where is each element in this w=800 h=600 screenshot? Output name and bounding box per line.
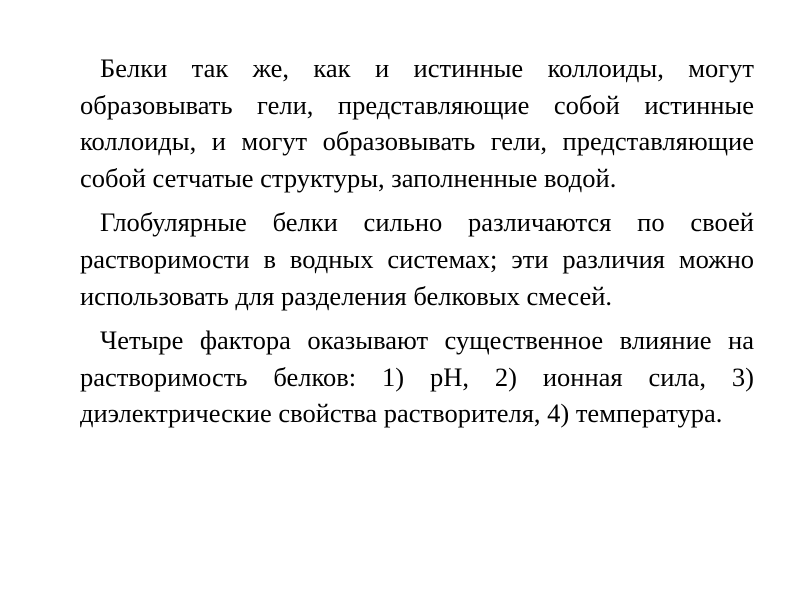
paragraph-solubility: Глобулярные белки сильно различаются по своей растворимости в водных системах; эти различия можно использовать для разделения белковых смесей. [80, 207, 754, 311]
paragraph-gels: Белки так же, как и истинные коллоиды, могут образовывать гели, представляющие собой истинные коллоиды, и могут образовывать гели, представляющие собой сетчатые структуры, заполненные водой. [80, 53, 754, 193]
paragraph-factors: Четыре фактора оказывают существенное влияние на растворимость белков: 1) pH, 2) ионная сила, 3) диэлектрические свойства растворителя, 4) температура. [80, 325, 754, 429]
body-text [80, 50, 754, 432]
